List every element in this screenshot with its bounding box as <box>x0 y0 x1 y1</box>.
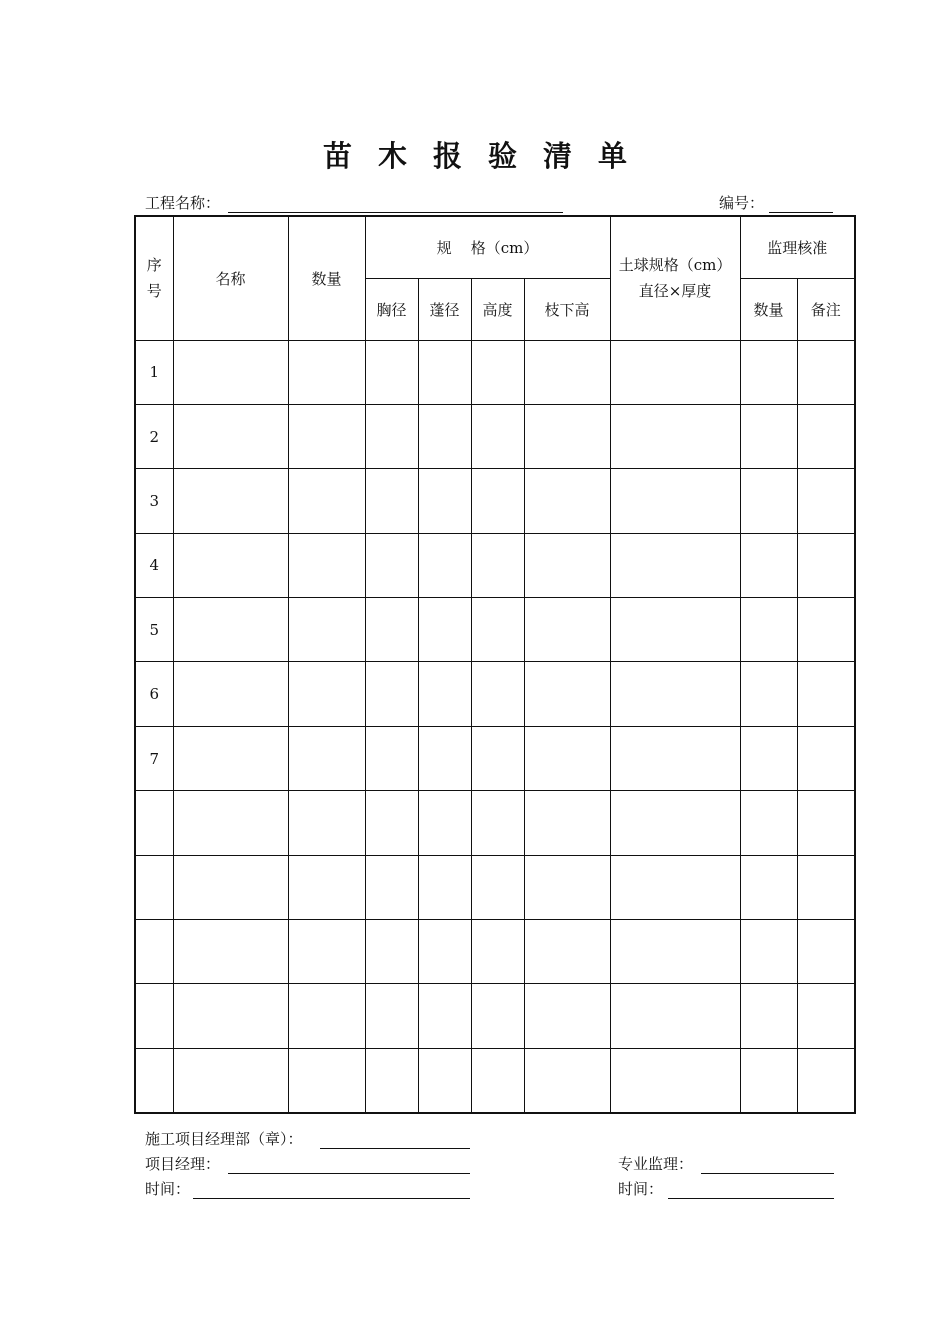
entry-cell[interactable] <box>365 855 418 919</box>
header-supervision-group: 监理核准 <box>740 216 855 278</box>
entry-cell[interactable] <box>365 598 418 662</box>
project-name-line[interactable] <box>228 212 563 213</box>
header-index: 序 号 <box>135 216 173 340</box>
time-line-right[interactable] <box>668 1198 834 1199</box>
entry-cell[interactable] <box>797 920 855 984</box>
entry-cell[interactable] <box>797 598 855 662</box>
entry-cell[interactable] <box>288 920 365 984</box>
row-number-cell: 3 <box>135 469 173 533</box>
entry-cell[interactable] <box>173 1048 288 1112</box>
entry-cell[interactable] <box>173 791 288 855</box>
entry-cell[interactable] <box>740 855 797 919</box>
entry-cell[interactable] <box>471 791 524 855</box>
table-row <box>135 855 855 919</box>
entry-cell[interactable] <box>288 791 365 855</box>
entry-cell[interactable] <box>418 791 471 855</box>
number-label: 编号： <box>719 194 765 212</box>
header-crown-diameter: 蓬径 <box>418 278 471 340</box>
row-number-cell: 2 <box>135 404 173 468</box>
table-row <box>135 984 855 1048</box>
entry-cell[interactable] <box>365 340 418 404</box>
entry-cell[interactable] <box>471 340 524 404</box>
entry-cell[interactable] <box>740 598 797 662</box>
header-branch-height: 枝下高 <box>524 278 610 340</box>
header-spec-group: 规 格（cm） <box>365 216 610 278</box>
entry-cell[interactable] <box>610 469 740 533</box>
entry-cell[interactable] <box>365 791 418 855</box>
entry-cell[interactable] <box>365 404 418 468</box>
entry-cell[interactable] <box>173 855 288 919</box>
pm-line[interactable] <box>228 1173 470 1174</box>
entry-cell[interactable] <box>610 1048 740 1112</box>
entry-cell[interactable] <box>471 1048 524 1112</box>
row-number-cell: 5 <box>135 598 173 662</box>
header-supervision-remark: 备注 <box>797 278 855 340</box>
entry-cell[interactable] <box>524 920 610 984</box>
entry-cell[interactable] <box>288 1048 365 1112</box>
entry-cell[interactable] <box>288 533 365 597</box>
entry-cell[interactable] <box>365 726 418 790</box>
row-number-cell <box>135 791 173 855</box>
entry-cell[interactable] <box>173 598 288 662</box>
entry-cell[interactable] <box>471 533 524 597</box>
entry-cell[interactable] <box>173 920 288 984</box>
table-row <box>135 469 855 533</box>
entry-cell[interactable] <box>797 533 855 597</box>
header-soil-ball: 土球规格（cm） 直径×厚度 <box>610 216 740 340</box>
entry-cell[interactable] <box>524 726 610 790</box>
entry-cell[interactable] <box>173 340 288 404</box>
supervisor-line[interactable] <box>701 1173 834 1174</box>
entry-cell[interactable] <box>288 340 365 404</box>
header-chest-diameter: 胸径 <box>365 278 418 340</box>
entry-cell[interactable] <box>173 726 288 790</box>
entry-cell[interactable] <box>524 404 610 468</box>
entry-cell[interactable] <box>365 533 418 597</box>
row-number-cell <box>135 984 173 1048</box>
entry-cell[interactable] <box>797 984 855 1048</box>
entry-cell[interactable] <box>740 791 797 855</box>
entry-cell[interactable] <box>610 984 740 1048</box>
entry-cell[interactable] <box>524 984 610 1048</box>
table-row <box>135 404 855 468</box>
entry-cell[interactable] <box>471 726 524 790</box>
table-row <box>135 533 855 597</box>
nursery-stock-table <box>134 215 856 1114</box>
entry-cell[interactable] <box>173 662 288 726</box>
entry-cell[interactable] <box>365 662 418 726</box>
document-title: 苗木报验清单 <box>322 139 653 173</box>
entry-cell[interactable] <box>288 726 365 790</box>
header-quantity: 数量 <box>288 216 365 340</box>
entry-cell[interactable] <box>610 533 740 597</box>
entry-cell[interactable] <box>288 598 365 662</box>
table-row <box>135 340 855 404</box>
entry-cell[interactable] <box>797 662 855 726</box>
number-line[interactable] <box>769 212 833 213</box>
entry-cell[interactable] <box>365 469 418 533</box>
row-number-cell <box>135 1048 173 1112</box>
pm-label: 项目经理： <box>145 1155 221 1173</box>
entry-cell[interactable] <box>740 404 797 468</box>
entry-cell[interactable] <box>740 726 797 790</box>
entry-cell[interactable] <box>173 533 288 597</box>
header-name: 名称 <box>173 216 288 340</box>
entry-cell[interactable] <box>418 1048 471 1112</box>
entry-cell[interactable] <box>740 984 797 1048</box>
entry-cell[interactable] <box>173 404 288 468</box>
entry-cell[interactable] <box>524 469 610 533</box>
entry-cell[interactable] <box>797 404 855 468</box>
entry-cell[interactable] <box>610 791 740 855</box>
entry-cell[interactable] <box>288 404 365 468</box>
dept-line[interactable] <box>320 1148 470 1149</box>
entry-cell[interactable] <box>740 469 797 533</box>
entry-cell[interactable] <box>471 855 524 919</box>
entry-cell[interactable] <box>610 726 740 790</box>
entry-cell[interactable] <box>418 404 471 468</box>
entry-cell[interactable] <box>610 598 740 662</box>
entry-cell[interactable] <box>740 533 797 597</box>
supervisor-label: 专业监理： <box>618 1155 694 1173</box>
entry-cell[interactable] <box>797 1048 855 1112</box>
entry-cell[interactable] <box>471 469 524 533</box>
table-row <box>135 662 855 726</box>
entry-cell[interactable] <box>173 984 288 1048</box>
table-row <box>135 1048 855 1112</box>
entry-cell[interactable] <box>418 469 471 533</box>
entry-cell[interactable] <box>524 533 610 597</box>
entry-cell[interactable] <box>740 662 797 726</box>
entry-cell[interactable] <box>418 984 471 1048</box>
entry-cell[interactable] <box>610 404 740 468</box>
entry-cell[interactable] <box>797 340 855 404</box>
entry-cell[interactable] <box>418 340 471 404</box>
entry-cell[interactable] <box>797 469 855 533</box>
table-row <box>135 920 855 984</box>
entry-cell[interactable] <box>797 855 855 919</box>
time-label-right: 时间： <box>618 1180 664 1198</box>
table-row <box>135 598 855 662</box>
row-number-cell <box>135 855 173 919</box>
entry-cell[interactable] <box>471 920 524 984</box>
dept-label: 施工项目经理部（章）： <box>145 1130 303 1148</box>
table-row <box>135 726 855 790</box>
entry-cell[interactable] <box>524 1048 610 1112</box>
entry-cell[interactable] <box>524 340 610 404</box>
entry-cell[interactable] <box>740 1048 797 1112</box>
entry-cell[interactable] <box>471 662 524 726</box>
entry-cell[interactable] <box>365 920 418 984</box>
entry-cell[interactable] <box>740 920 797 984</box>
entry-cell[interactable] <box>418 726 471 790</box>
time-line-left[interactable] <box>193 1198 470 1199</box>
entry-cell[interactable] <box>740 340 797 404</box>
entry-cell[interactable] <box>288 662 365 726</box>
entry-cell[interactable] <box>288 855 365 919</box>
header-height: 高度 <box>471 278 524 340</box>
project-name-label: 工程名称： <box>145 194 221 212</box>
entry-cell[interactable] <box>418 598 471 662</box>
table-row <box>135 791 855 855</box>
entry-cell[interactable] <box>610 920 740 984</box>
entry-cell[interactable] <box>610 340 740 404</box>
row-number-cell <box>135 920 173 984</box>
row-number-cell: 4 <box>135 533 173 597</box>
entry-cell[interactable] <box>365 1048 418 1112</box>
entry-cell[interactable] <box>288 469 365 533</box>
entry-cell[interactable] <box>610 662 740 726</box>
entry-cell[interactable] <box>418 920 471 984</box>
entry-cell[interactable] <box>797 791 855 855</box>
entry-cell[interactable] <box>610 855 740 919</box>
row-number-cell: 7 <box>135 726 173 790</box>
entry-cell[interactable] <box>365 984 418 1048</box>
header-supervision-quantity: 数量 <box>740 278 797 340</box>
time-label-left: 时间： <box>145 1180 191 1198</box>
entry-cell[interactable] <box>471 404 524 468</box>
entry-cell[interactable] <box>471 984 524 1048</box>
row-number-cell: 1 <box>135 340 173 404</box>
entry-cell[interactable] <box>471 598 524 662</box>
entry-cell[interactable] <box>173 469 288 533</box>
entry-cell[interactable] <box>524 791 610 855</box>
row-number-cell: 6 <box>135 662 173 726</box>
entry-cell[interactable] <box>524 662 610 726</box>
entry-cell[interactable] <box>418 662 471 726</box>
entry-cell[interactable] <box>524 598 610 662</box>
entry-cell[interactable] <box>288 984 365 1048</box>
entry-cell[interactable] <box>418 533 471 597</box>
entry-cell[interactable] <box>797 726 855 790</box>
entry-cell[interactable] <box>418 855 471 919</box>
entry-cell[interactable] <box>524 855 610 919</box>
